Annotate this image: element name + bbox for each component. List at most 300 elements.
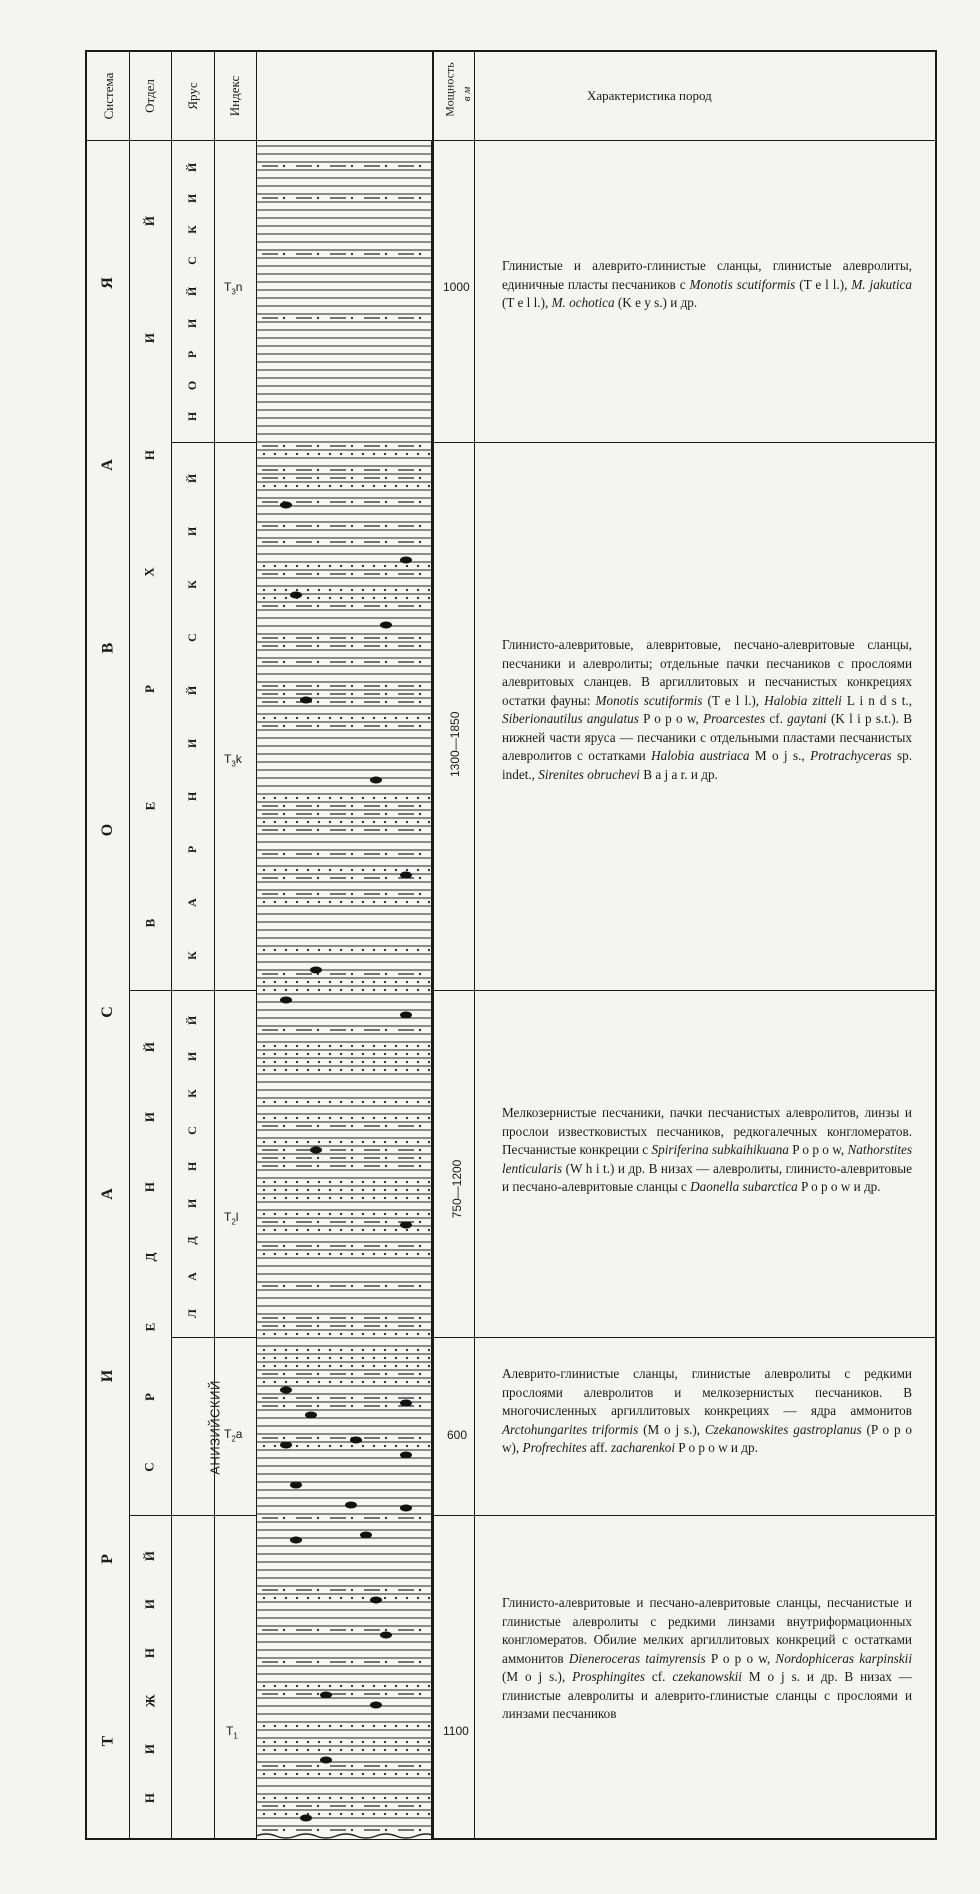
- sand-dot: [285, 981, 287, 983]
- sand-dot: [384, 1101, 386, 1103]
- sand-dot: [340, 1797, 342, 1799]
- sand-dot: [384, 1749, 386, 1751]
- sand-dot: [384, 1213, 386, 1215]
- silt-dot: [283, 1157, 285, 1159]
- description-text: P o p o w,: [638, 711, 704, 726]
- sand-dot: [373, 1117, 375, 1119]
- stage-letter: И: [185, 318, 199, 328]
- sand-dot: [351, 1181, 353, 1183]
- stage-letter: Н: [185, 1162, 199, 1172]
- silt-dot: [283, 1693, 285, 1695]
- sand-dot: [373, 1381, 375, 1383]
- sand-dot: [329, 1197, 331, 1199]
- thickness-carnian: 1300—1850: [448, 711, 462, 777]
- sand-dot: [318, 1445, 320, 1447]
- sand-dot: [285, 1045, 287, 1047]
- stage-letter: Р: [185, 350, 199, 358]
- sand-dot: [318, 1181, 320, 1183]
- sand-dot: [384, 1197, 386, 1199]
- sand-dot: [384, 949, 386, 951]
- sand-dot: [417, 1365, 419, 1367]
- sand-dot: [406, 1349, 408, 1351]
- taxon-name: Monotis scutiformis: [689, 276, 796, 292]
- sand-dot: [329, 1349, 331, 1351]
- sand-dot: [274, 485, 276, 487]
- stage-letter: И: [185, 526, 199, 537]
- silt-dot: [351, 805, 353, 807]
- silt-dot: [419, 197, 421, 199]
- silt-dot: [419, 1317, 421, 1319]
- sand-dot: [296, 1333, 298, 1335]
- sand-dot: [274, 1053, 276, 1055]
- sand-dot: [428, 565, 430, 567]
- sand-dot: [329, 821, 331, 823]
- sand-dot: [329, 717, 331, 719]
- silt-dot: [351, 1829, 353, 1831]
- sand-dot: [373, 1069, 375, 1071]
- silt-dot: [419, 829, 421, 831]
- sand-dot: [340, 1069, 342, 1071]
- column-divider: [214, 52, 215, 1838]
- sand-dot: [263, 717, 265, 719]
- silt-dot: [317, 1373, 319, 1375]
- silt-dot: [283, 1397, 285, 1399]
- sand-dot: [263, 989, 265, 991]
- silt-dot: [385, 661, 387, 663]
- sand-dot: [395, 1069, 397, 1071]
- silt-dot: [351, 1589, 353, 1591]
- sand-dot: [417, 453, 419, 455]
- sand-dot: [373, 1685, 375, 1687]
- sand-dot: [417, 1333, 419, 1335]
- sand-dot: [263, 1725, 265, 1727]
- silt-dot: [317, 1029, 319, 1031]
- silt-dot: [317, 317, 319, 319]
- sand-dot: [428, 1797, 430, 1799]
- description-text: Мелкозернистые песчаники, пачки песчанистых алевролитов, линзы и прослои известковистых песчаников, редкогалечных конгломератов. Песчанистые конкреции с: [502, 1105, 912, 1157]
- sand-dot: [351, 589, 353, 591]
- silt-dot: [283, 1589, 285, 1591]
- silt-dot: [317, 661, 319, 663]
- stage-letter: Л: [184, 1309, 199, 1319]
- sand-dot: [274, 1197, 276, 1199]
- sand-dot: [417, 565, 419, 567]
- silt-dot: [283, 805, 285, 807]
- concretion: [310, 967, 322, 974]
- sand-dot: [340, 1685, 342, 1687]
- sand-dot: [318, 1773, 320, 1775]
- sand-dot: [417, 1813, 419, 1815]
- taxon-name: Halobia austriaca: [651, 748, 750, 763]
- silt-dot: [283, 1165, 285, 1167]
- header-divider: [87, 140, 935, 141]
- sand-dot: [417, 949, 419, 951]
- silt-dot: [419, 1373, 421, 1375]
- sand-dot: [351, 1813, 353, 1815]
- sand-dot: [263, 1813, 265, 1815]
- sand-dot: [307, 1685, 309, 1687]
- sand-dot: [296, 869, 298, 871]
- sand-dot: [274, 1141, 276, 1143]
- sand-dot: [406, 1813, 408, 1815]
- stage-letter: Й: [185, 473, 199, 484]
- sand-dot: [395, 949, 397, 951]
- silt-dot: [385, 541, 387, 543]
- sand-dot: [351, 1213, 353, 1215]
- sand-dot: [373, 1365, 375, 1367]
- sand-dot: [274, 901, 276, 903]
- sand-dot: [417, 1445, 419, 1447]
- sand-dot: [307, 1117, 309, 1119]
- sand-dot: [274, 1597, 276, 1599]
- silt-dot: [419, 501, 421, 503]
- stage-letter: К: [184, 1089, 199, 1098]
- stratigraphic-column-table: [85, 50, 937, 1840]
- sand-dot: [428, 1117, 430, 1119]
- sand-dot: [384, 1189, 386, 1191]
- sand-dot: [318, 1045, 320, 1047]
- sand-dot: [340, 1189, 342, 1191]
- sand-dot: [351, 1117, 353, 1119]
- sand-dot: [340, 1117, 342, 1119]
- description-lower: [502, 1594, 912, 1724]
- sand-dot: [373, 1357, 375, 1359]
- silt-dot: [283, 1029, 285, 1031]
- silt-dot: [283, 1373, 285, 1375]
- sand-dot: [417, 1061, 419, 1063]
- sand-dot: [384, 1725, 386, 1727]
- sand-dot: [406, 1797, 408, 1799]
- sand-dot: [395, 1045, 397, 1047]
- concretion: [345, 1502, 357, 1509]
- concretion: [370, 1702, 382, 1709]
- sand-dot: [351, 1197, 353, 1199]
- sand-dot: [417, 1685, 419, 1687]
- silt-dot: [385, 525, 387, 527]
- system-letter: А: [99, 1188, 116, 1200]
- sand-dot: [263, 1741, 265, 1743]
- silt-dot: [419, 541, 421, 543]
- silt-dot: [385, 1829, 387, 1831]
- index-suffix: l: [235, 1210, 239, 1224]
- sand-dot: [296, 797, 298, 799]
- sand-dot: [428, 1445, 430, 1447]
- sand-dot: [274, 949, 276, 951]
- sand-dot: [307, 1045, 309, 1047]
- silt-dot: [283, 973, 285, 975]
- series-letter: Е: [141, 801, 157, 811]
- sand-dot: [274, 1797, 276, 1799]
- sand-dot: [285, 1181, 287, 1183]
- sand-dot: [329, 1773, 331, 1775]
- concretion: [300, 697, 312, 704]
- description-text: (T e l l.),: [702, 692, 765, 708]
- taxon-name: Monotis scutiformis: [595, 692, 703, 708]
- silt-dot: [419, 1397, 421, 1399]
- taxon-name: Proarcestes: [703, 711, 766, 726]
- description-text: (M o j s.),: [502, 1669, 573, 1684]
- silt-dot: [385, 1149, 387, 1151]
- sand-dot: [340, 1333, 342, 1335]
- silt-dot: [419, 1285, 421, 1287]
- sand-dot: [351, 981, 353, 983]
- sand-dot: [406, 949, 408, 951]
- silt-dot: [283, 525, 285, 527]
- silt-dot: [351, 1397, 353, 1399]
- index-suffix: k: [235, 752, 242, 766]
- description-text: Алеврито-глинистые сланцы, глинистые алевролиты с редкими прослоями алевролитов и мелкозернистых песчаников. В многочисленных аргиллитовых конкрециях — ядра аммонитов: [502, 1366, 912, 1418]
- sand-dot: [373, 901, 375, 903]
- sand-dot: [406, 1117, 408, 1119]
- sand-dot: [384, 821, 386, 823]
- silt-dot: [351, 605, 353, 607]
- sand-dot: [307, 1053, 309, 1055]
- taxon-name: Prosphingites: [572, 1669, 645, 1684]
- sand-dot: [428, 821, 430, 823]
- sand-dot: [362, 1117, 364, 1119]
- sand-dot: [384, 565, 386, 567]
- sand-dot: [340, 1445, 342, 1447]
- series-letter: Д: [141, 1252, 157, 1262]
- sand-dot: [307, 485, 309, 487]
- sand-dot: [417, 589, 419, 591]
- sand-dot: [285, 485, 287, 487]
- sand-dot: [373, 869, 375, 871]
- stage-letter: Й: [185, 287, 199, 297]
- sand-dot: [263, 1333, 265, 1335]
- sand-dot: [307, 1773, 309, 1775]
- silt-dot: [283, 541, 285, 543]
- silt-dot: [317, 1165, 319, 1167]
- sand-dot: [274, 1349, 276, 1351]
- sand-dot: [329, 797, 331, 799]
- sand-dot: [307, 1213, 309, 1215]
- index-sub: 2: [231, 1434, 236, 1444]
- sand-dot: [428, 981, 430, 983]
- silt-dot: [283, 1149, 285, 1151]
- silt-dot: [419, 605, 421, 607]
- sand-dot: [307, 1797, 309, 1799]
- silt-dot: [317, 253, 319, 255]
- silt-dot: [351, 1693, 353, 1695]
- sand-dot: [307, 949, 309, 951]
- silt-dot: [317, 605, 319, 607]
- sand-dot: [307, 981, 309, 983]
- sand-dot: [329, 1725, 331, 1727]
- silt-dot: [283, 469, 285, 471]
- sand-dot: [417, 1101, 419, 1103]
- concretion: [305, 1412, 317, 1419]
- silt-dot: [419, 1805, 421, 1807]
- sand-dot: [417, 1381, 419, 1383]
- silt-dot: [283, 685, 285, 687]
- sand-dot: [263, 821, 265, 823]
- concretion: [370, 777, 382, 784]
- silt-dot: [351, 1029, 353, 1031]
- silt-dot: [317, 477, 319, 479]
- sand-dot: [296, 1197, 298, 1199]
- silt-dot: [317, 445, 319, 447]
- sand-dot: [285, 1069, 287, 1071]
- sand-dot: [285, 1333, 287, 1335]
- sand-dot: [285, 1053, 287, 1055]
- index-sub: 3: [231, 287, 236, 297]
- sand-dot: [307, 1597, 309, 1599]
- sand-dot: [362, 1381, 364, 1383]
- sand-dot: [384, 717, 386, 719]
- sand-dot: [395, 1357, 397, 1359]
- sand-dot: [373, 453, 375, 455]
- sand-dot: [318, 1253, 320, 1255]
- index-base: T: [224, 752, 232, 766]
- silt-dot: [419, 1661, 421, 1663]
- sand-dot: [373, 597, 375, 599]
- sand-dot: [285, 901, 287, 903]
- sand-dot: [395, 901, 397, 903]
- sand-dot: [406, 821, 408, 823]
- sand-dot: [417, 797, 419, 799]
- sand-dot: [296, 589, 298, 591]
- sand-dot: [340, 1053, 342, 1055]
- sand-dot: [296, 1357, 298, 1359]
- lithology-frame: [256, 140, 432, 1840]
- sand-dot: [351, 1349, 353, 1351]
- silt-dot: [419, 1149, 421, 1151]
- description-text: (T e l l.),: [502, 295, 552, 310]
- sand-dot: [318, 949, 320, 951]
- silt-dot: [283, 573, 285, 575]
- sand-dot: [351, 1749, 353, 1751]
- series-letter: Х: [141, 567, 157, 577]
- sand-dot: [318, 1357, 320, 1359]
- sand-dot: [340, 1597, 342, 1599]
- concretion: [310, 1147, 322, 1154]
- sand-dot: [285, 1725, 287, 1727]
- sand-dot: [384, 981, 386, 983]
- index-base: T: [226, 1724, 234, 1738]
- silt-dot: [317, 813, 319, 815]
- sand-dot: [296, 1797, 298, 1799]
- sand-dot: [318, 821, 320, 823]
- sand-dot: [307, 1381, 309, 1383]
- sand-dot: [307, 1357, 309, 1359]
- sand-dot: [362, 821, 364, 823]
- index-sub: 1: [233, 1731, 238, 1741]
- sand-dot: [285, 869, 287, 871]
- series-letter: Й: [142, 1041, 157, 1053]
- sand-dot: [417, 717, 419, 719]
- concretion: [400, 1400, 412, 1407]
- silt-dot: [283, 1829, 285, 1831]
- series-letter: Н: [142, 449, 157, 460]
- sand-dot: [296, 821, 298, 823]
- silt-dot: [385, 1693, 387, 1695]
- sand-dot: [285, 1797, 287, 1799]
- silt-dot: [351, 1157, 353, 1159]
- sand-dot: [285, 565, 287, 567]
- sand-dot: [384, 1797, 386, 1799]
- sand-dot: [274, 1357, 276, 1359]
- sand-dot: [417, 1053, 419, 1055]
- sand-dot: [296, 1445, 298, 1447]
- sand-dot: [329, 949, 331, 951]
- silt-dot: [385, 813, 387, 815]
- sand-dot: [395, 453, 397, 455]
- sand-dot: [417, 1229, 419, 1231]
- sand-dot: [351, 1141, 353, 1143]
- sand-dot: [318, 989, 320, 991]
- sand-dot: [406, 1069, 408, 1071]
- sand-dot: [285, 1061, 287, 1063]
- system-label-triassic: [87, 192, 129, 1832]
- sand-dot: [340, 565, 342, 567]
- sand-dot: [417, 1141, 419, 1143]
- sand-dot: [406, 589, 408, 591]
- sand-dot: [406, 1189, 408, 1191]
- sand-dot: [362, 597, 364, 599]
- silt-dot: [419, 685, 421, 687]
- sand-dot: [307, 1197, 309, 1199]
- sand-dot: [307, 901, 309, 903]
- sand-dot: [417, 1725, 419, 1727]
- silt-dot: [317, 1661, 319, 1663]
- silt-dot: [317, 1805, 319, 1807]
- sand-dot: [263, 1797, 265, 1799]
- series-letter: Р: [141, 1393, 157, 1401]
- sand-dot: [329, 1597, 331, 1599]
- stage-letter: К: [184, 580, 199, 589]
- silt-dot: [351, 469, 353, 471]
- sand-dot: [351, 1797, 353, 1799]
- sand-dot: [329, 453, 331, 455]
- sand-dot: [263, 1101, 265, 1103]
- silt-dot: [419, 1765, 421, 1767]
- sand-dot: [318, 1381, 320, 1383]
- sand-dot: [329, 1053, 331, 1055]
- series-letter: Н: [142, 1792, 157, 1803]
- system-letter: И: [98, 1370, 116, 1383]
- silt-dot: [283, 1317, 285, 1319]
- sand-dot: [362, 1061, 364, 1063]
- silt-dot: [317, 877, 319, 879]
- sand-dot: [263, 1181, 265, 1183]
- sand-dot: [285, 1229, 287, 1231]
- sand-dot: [362, 989, 364, 991]
- sand-dot: [274, 989, 276, 991]
- lithology-column: [256, 140, 432, 1840]
- sand-dot: [406, 1045, 408, 1047]
- series-letter: Н: [142, 1181, 157, 1193]
- sand-dot: [428, 1773, 430, 1775]
- sand-dot: [373, 1725, 375, 1727]
- description-text: Глинисто-алевритовые, алевритовые, песчано-алевритовые сланцы, песчаники и алевролиты; отдельные пачки песчаников с прослоями алевритовых сланцев. В аргиллитовых и песчанистых конкрециях остатки фауны:: [502, 637, 912, 708]
- sand-dot: [351, 901, 353, 903]
- sand-dot: [318, 1141, 320, 1143]
- silt-dot: [317, 573, 319, 575]
- sand-dot: [263, 1141, 265, 1143]
- sand-dot: [395, 989, 397, 991]
- series-letter: И: [142, 332, 157, 343]
- silt-dot: [385, 637, 387, 639]
- sand-dot: [340, 1181, 342, 1183]
- silt-dot: [317, 1125, 319, 1127]
- sand-dot: [417, 1773, 419, 1775]
- sand-dot: [296, 1101, 298, 1103]
- sand-dot: [362, 797, 364, 799]
- sand-dot: [340, 901, 342, 903]
- sand-dot: [285, 1773, 287, 1775]
- silt-dot: [385, 1325, 387, 1327]
